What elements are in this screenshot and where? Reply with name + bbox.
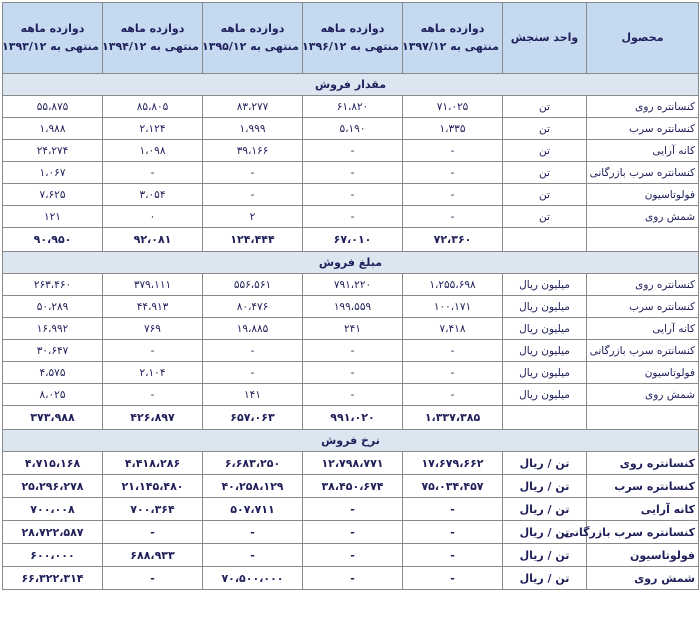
unit-cell: تن / ریال xyxy=(503,452,587,475)
product-cell: شمش روی xyxy=(587,206,699,228)
value-cell: - xyxy=(303,544,403,567)
header-period-line2: منتهی به ۱۳۹۷/۱۲ xyxy=(402,40,499,53)
value-cell: - xyxy=(203,544,303,567)
table-row xyxy=(3,452,699,475)
value-cell: ۱۷،۶۷۹،۶۶۲ xyxy=(403,452,503,475)
value-cell: - xyxy=(103,384,203,406)
table-row xyxy=(3,206,699,228)
total-value-cell: ۶۵۷،۰۶۳ xyxy=(203,406,303,430)
value-cell: - xyxy=(103,340,203,362)
section-title: مقدار فروش xyxy=(3,74,699,96)
value-cell: - xyxy=(403,162,503,184)
unit-cell: میلیون ریال xyxy=(503,318,587,340)
value-cell: - xyxy=(303,206,403,228)
section-title: نرخ فروش xyxy=(3,430,699,452)
value-cell: ۴،۵۷۵ xyxy=(3,362,103,384)
value-cell: - xyxy=(403,140,503,162)
product-cell: کنسانتره روی xyxy=(587,452,699,475)
value-cell: ۲،۱۰۴ xyxy=(103,362,203,384)
table-row xyxy=(3,318,699,340)
total-value-cell: ۷۲،۳۶۰ xyxy=(403,228,503,252)
product-cell: کانه آرایی xyxy=(587,140,699,162)
value-cell: ۷۱،۰۲۵ xyxy=(403,96,503,118)
value-cell: ۶۱،۸۲۰ xyxy=(303,96,403,118)
unit-cell: تن xyxy=(503,162,587,184)
value-cell: ۱۲،۷۹۸،۷۷۱ xyxy=(303,452,403,475)
unit-cell: میلیون ریال xyxy=(503,362,587,384)
value-cell: ۳۰،۶۴۷ xyxy=(3,340,103,362)
value-cell: ۱،۰۹۸ xyxy=(103,140,203,162)
value-cell: - xyxy=(203,362,303,384)
value-cell: - xyxy=(203,340,303,362)
value-cell: ۵۵۶،۵۶۱ xyxy=(203,274,303,296)
header-product: محصول xyxy=(587,3,699,74)
value-cell: ۱۹،۸۸۵ xyxy=(203,318,303,340)
value-cell: - xyxy=(303,567,403,590)
value-cell: - xyxy=(403,206,503,228)
value-cell: ۲ xyxy=(203,206,303,228)
value-cell: ۷،۴۱۸ xyxy=(403,318,503,340)
header-period-1396 xyxy=(303,3,403,74)
header-period-1393 xyxy=(3,3,103,74)
product-cell: کنسانتره سرب بازرگانی xyxy=(587,340,699,362)
value-cell: ۱،۹۹۹ xyxy=(203,118,303,140)
unit-cell: تن xyxy=(503,206,587,228)
value-cell: - xyxy=(303,384,403,406)
product-cell: کانه آرایی xyxy=(587,498,699,521)
value-cell: - xyxy=(103,567,203,590)
value-cell: - xyxy=(303,498,403,521)
value-cell: ۴۰،۲۵۸،۱۲۹ xyxy=(203,475,303,498)
table-body xyxy=(3,74,699,590)
value-cell: ۲،۱۲۴ xyxy=(103,118,203,140)
value-cell: ۲۸،۷۲۲،۵۸۷ xyxy=(3,521,103,544)
header-period-1394 xyxy=(103,3,203,74)
total-unit-cell xyxy=(503,406,587,430)
value-cell: - xyxy=(203,521,303,544)
header-period-line1: دوازده ماهه xyxy=(320,22,385,35)
value-cell: - xyxy=(303,521,403,544)
value-cell: - xyxy=(403,362,503,384)
section-title: مبلغ فروش xyxy=(3,252,699,274)
unit-cell: تن xyxy=(503,118,587,140)
value-cell: ۷،۶۲۵ xyxy=(3,184,103,206)
header-period-1397 xyxy=(403,3,503,74)
table-row xyxy=(3,296,699,318)
value-cell: ۲۴۱ xyxy=(303,318,403,340)
value-cell: ۲۵،۲۹۶،۲۷۸ xyxy=(3,475,103,498)
value-cell: ۷۹۱،۲۲۰ xyxy=(303,274,403,296)
value-cell: - xyxy=(303,162,403,184)
value-cell: ۳۹،۱۶۶ xyxy=(203,140,303,162)
table-row xyxy=(3,274,699,296)
value-cell: ۱۰۰،۱۷۱ xyxy=(403,296,503,318)
value-cell: ۱،۳۳۵ xyxy=(403,118,503,140)
unit-cell: تن / ریال xyxy=(503,475,587,498)
table-row xyxy=(3,118,699,140)
product-cell: کنسانتره سرب بازرگانی xyxy=(587,521,699,544)
product-cell: کنسانتره سرب xyxy=(587,475,699,498)
unit-cell: تن / ریال xyxy=(503,567,587,590)
unit-cell: تن / ریال xyxy=(503,544,587,567)
total-value-cell: ۹۹۱،۰۲۰ xyxy=(303,406,403,430)
value-cell: ۳،۰۵۴ xyxy=(103,184,203,206)
value-cell: - xyxy=(403,384,503,406)
value-cell: ۵۰۷،۷۱۱ xyxy=(203,498,303,521)
table-row xyxy=(3,498,699,521)
table-row xyxy=(3,521,699,544)
unit-cell: میلیون ریال xyxy=(503,340,587,362)
header-period-line1: دوازده ماهه xyxy=(220,22,285,35)
product-cell: کنسانتره سرب xyxy=(587,296,699,318)
value-cell: ۲۶۳،۴۶۰ xyxy=(3,274,103,296)
total-row-quantity xyxy=(3,228,699,252)
value-cell: ۷۰،۵۰۰،۰۰۰ xyxy=(203,567,303,590)
value-cell: - xyxy=(103,521,203,544)
value-cell: ۷۰۰،۳۶۴ xyxy=(103,498,203,521)
value-cell: - xyxy=(103,162,203,184)
value-cell: - xyxy=(303,184,403,206)
header-period-1395 xyxy=(203,3,303,74)
value-cell: - xyxy=(303,340,403,362)
value-cell: ۵۰،۲۸۹ xyxy=(3,296,103,318)
header-row xyxy=(3,3,699,74)
value-cell: - xyxy=(403,184,503,206)
table-row xyxy=(3,96,699,118)
unit-cell: تن xyxy=(503,140,587,162)
header-period-line1: دوازده ماهه xyxy=(120,22,185,35)
value-cell: ۱،۲۵۵،۶۹۸ xyxy=(403,274,503,296)
product-cell: فولوتاسیون xyxy=(587,362,699,384)
value-cell: - xyxy=(303,362,403,384)
header-unit: واحد سنجش xyxy=(503,3,587,74)
value-cell: ۸،۰۲۵ xyxy=(3,384,103,406)
value-cell: ۲۴،۲۷۴ xyxy=(3,140,103,162)
product-cell: کنسانتره روی xyxy=(587,274,699,296)
value-cell: - xyxy=(403,498,503,521)
header-period-line2: منتهی به ۱۳۹۴/۱۲ xyxy=(102,40,199,53)
value-cell: - xyxy=(403,544,503,567)
product-cell: شمش روی xyxy=(587,567,699,590)
unit-cell: تن xyxy=(503,96,587,118)
value-cell: ۶،۶۸۳،۲۵۰ xyxy=(203,452,303,475)
total-value-cell: ۶۷،۰۱۰ xyxy=(303,228,403,252)
value-cell: ۳۷۹،۱۱۱ xyxy=(103,274,203,296)
value-cell: ۳۸،۴۵۰،۶۷۴ xyxy=(303,475,403,498)
value-cell: - xyxy=(203,162,303,184)
value-cell: - xyxy=(203,184,303,206)
value-cell: ۸۵،۸۰۵ xyxy=(103,96,203,118)
value-cell: ۷۵،۰۳۴،۴۵۷ xyxy=(403,475,503,498)
table-row xyxy=(3,384,699,406)
value-cell: ۸۳،۲۷۷ xyxy=(203,96,303,118)
header-period-line1: دوازده ماهه xyxy=(20,22,85,35)
product-cell: کنسانتره روی xyxy=(587,96,699,118)
value-cell: ۶۸۸،۹۳۳ xyxy=(103,544,203,567)
table-row xyxy=(3,184,699,206)
value-cell: ۵۵،۸۷۵ xyxy=(3,96,103,118)
total-unit-cell xyxy=(503,228,587,252)
total-value-cell: ۹۲،۰۸۱ xyxy=(103,228,203,252)
value-cell: ۲۱،۱۴۵،۴۸۰ xyxy=(103,475,203,498)
unit-cell: تن xyxy=(503,184,587,206)
sales-table xyxy=(2,2,699,590)
table-row xyxy=(3,475,699,498)
value-cell: ۸۰،۴۷۶ xyxy=(203,296,303,318)
value-cell: ۱،۰۶۷ xyxy=(3,162,103,184)
value-cell: ۶۰۰،۰۰۰ xyxy=(3,544,103,567)
value-cell: ۴،۷۱۵،۱۶۸ xyxy=(3,452,103,475)
value-cell: ۴۴،۹۱۳ xyxy=(103,296,203,318)
value-cell: ۰ xyxy=(103,206,203,228)
value-cell: - xyxy=(403,521,503,544)
table-row xyxy=(3,162,699,184)
value-cell: ۱۹۹،۵۵۹ xyxy=(303,296,403,318)
total-value-cell: ۱۲۴،۴۴۴ xyxy=(203,228,303,252)
unit-cell: میلیون ریال xyxy=(503,384,587,406)
product-cell: کنسانتره سرب بازرگانی xyxy=(587,162,699,184)
header-period-line2: منتهی به ۱۳۹۳/۱۲ xyxy=(2,40,99,53)
unit-cell: میلیون ریال xyxy=(503,274,587,296)
value-cell: ۷۶۹ xyxy=(103,318,203,340)
total-value-cell: ۴۲۶،۸۹۷ xyxy=(103,406,203,430)
table-row xyxy=(3,140,699,162)
product-cell: کانه آرایی xyxy=(587,318,699,340)
section-header-rate xyxy=(3,430,699,452)
value-cell: - xyxy=(403,340,503,362)
value-cell: ۱۴۱ xyxy=(203,384,303,406)
value-cell: ۱۲۱ xyxy=(3,206,103,228)
sales-table-container xyxy=(2,2,698,632)
total-value-cell: ۹۰،۹۵۰ xyxy=(3,228,103,252)
total-value-cell: ۱،۳۳۷،۳۸۵ xyxy=(403,406,503,430)
product-cell: فولوتاسیون xyxy=(587,544,699,567)
value-cell: ۱۶،۹۹۲ xyxy=(3,318,103,340)
total-row-amount xyxy=(3,406,699,430)
total-label-cell xyxy=(587,406,699,430)
table-row xyxy=(3,544,699,567)
header-period-line2: منتهی به ۱۳۹۵/۱۲ xyxy=(202,40,299,53)
value-cell: ۵،۱۹۰ xyxy=(303,118,403,140)
unit-cell: تن / ریال xyxy=(503,521,587,544)
value-cell: ۱،۹۸۸ xyxy=(3,118,103,140)
table-row xyxy=(3,340,699,362)
header-period-line1: دوازده ماهه xyxy=(420,22,485,35)
value-cell: - xyxy=(403,567,503,590)
value-cell: ۴،۴۱۸،۲۸۶ xyxy=(103,452,203,475)
product-cell: فولوتاسیون xyxy=(587,184,699,206)
section-header-amount xyxy=(3,252,699,274)
total-label-cell xyxy=(587,228,699,252)
total-value-cell: ۳۷۳،۹۸۸ xyxy=(3,406,103,430)
header-period-line2: منتهی به ۱۳۹۶/۱۲ xyxy=(302,40,399,53)
unit-cell: میلیون ریال xyxy=(503,296,587,318)
value-cell: ۶۶،۳۲۲،۳۱۴ xyxy=(3,567,103,590)
table-row xyxy=(3,567,699,590)
unit-cell: تن / ریال xyxy=(503,498,587,521)
product-cell: شمش روی xyxy=(587,384,699,406)
product-cell: کنسانتره سرب xyxy=(587,118,699,140)
value-cell: - xyxy=(303,140,403,162)
table-row xyxy=(3,362,699,384)
value-cell: ۷۰۰،۰۰۸ xyxy=(3,498,103,521)
section-header-quantity xyxy=(3,74,699,96)
